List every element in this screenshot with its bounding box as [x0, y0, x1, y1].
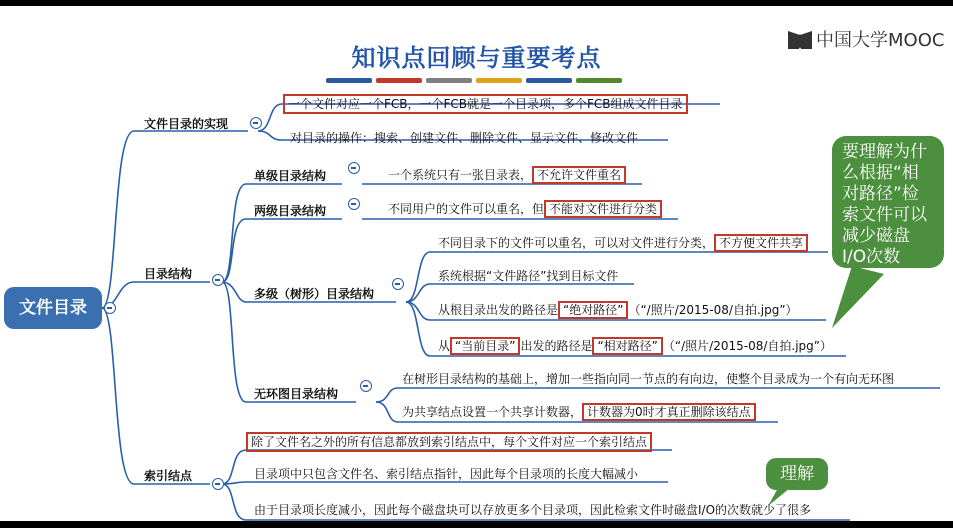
collapse-icon[interactable]	[212, 478, 224, 490]
title-bar-4	[476, 78, 522, 83]
book-icon	[788, 31, 812, 49]
multi-line-2: 系统根据“文件路径”找到目标文件	[438, 269, 619, 283]
current-dir-highlight: “当前目录”	[450, 337, 520, 355]
index-item-2: 目录项中只包含文件名、索引结点指针，因此每个目录项的长度大幅减小	[254, 467, 639, 481]
single-level-highlight: 不允许文件重名	[532, 166, 626, 184]
two-level-text: 不同用户的文件可以重名，但	[388, 202, 545, 216]
callout-line: 索文件可以	[842, 205, 927, 225]
impl-item-1: 一个文件对应一个FCB，一个FCB就是一个目录项，多个FCB组成文件目录	[283, 94, 688, 114]
multi-line-3	[438, 302, 798, 318]
relative-path-highlight: “相对路径”	[592, 337, 662, 355]
multi-line-4-mid: 出发的路径是	[520, 339, 593, 353]
multi-line-3-post: （“/照片/2015-08/自拍.jpg”）	[628, 303, 798, 317]
multi-line-3-pre: 从根目录出发的路径是	[438, 303, 559, 317]
title-bar-2	[376, 78, 422, 83]
multi-line-4-post: （“/照片/2015-08/自拍.jpg”）	[662, 339, 832, 353]
acyclic-label[interactable]: 无环图目录结构	[254, 387, 339, 401]
single-level-text: 一个系统只有一张目录表，	[388, 168, 533, 182]
multi-level-label[interactable]: 多级（树形）目录结构	[254, 287, 375, 301]
collapse-icon[interactable]	[250, 117, 262, 129]
multi-line-1	[438, 235, 808, 251]
acyclic-line-2-text: 为共享结点设置一个共享计数器，	[402, 405, 583, 419]
branch-index-label[interactable]: 索引结点	[144, 469, 193, 483]
callout-understand: 理解	[766, 458, 828, 490]
single-level-label[interactable]: 单级目录结构	[254, 169, 327, 183]
two-level-highlight: 不能对文件进行分类	[544, 200, 662, 218]
collapse-icon[interactable]	[348, 162, 360, 174]
callout-line: 对路径”检	[842, 184, 919, 204]
single-level-desc	[388, 167, 626, 183]
callout-line: I/O次数	[842, 247, 901, 267]
multi-line-1-text: 不同目录下的文件可以重名，可以对文件进行分类，	[438, 236, 715, 250]
callout-line: 么根据“相	[842, 163, 919, 183]
absolute-path-highlight: “绝对路径”	[558, 301, 628, 319]
callout-line: 要理解为什	[842, 142, 927, 162]
multi-line-4	[438, 338, 832, 354]
callout-line: 减少磁盘	[842, 226, 910, 246]
root-node[interactable]: 文件目录	[4, 287, 102, 329]
page-title: 知识点回顾与重要考点	[351, 44, 602, 72]
mooc-logo	[788, 26, 944, 52]
index-item-3: 由于目录项长度减小，因此每个磁盘块可以存放更多个目录项，因此检索文件时磁盘I/O的次数就少了很多	[254, 503, 812, 517]
title-bar-1	[326, 78, 372, 83]
two-level-desc	[388, 201, 662, 217]
title-bar-5	[526, 78, 572, 83]
multi-line-1-highlight: 不方便文件共享	[714, 234, 808, 252]
two-level-label[interactable]: 两级目录结构	[254, 204, 327, 218]
acyclic-line-1: 在树形目录结构的基础上，增加一些指向同一节点的有向边，使整个目录成为一个有向无环图	[402, 372, 895, 386]
acyclic-line-2	[402, 404, 756, 420]
acyclic-highlight: 计数器为0时才真正删除该结点	[582, 403, 756, 421]
title-bar-3	[426, 78, 472, 83]
callout-pointer	[832, 266, 884, 328]
index-item-1: 除了文件名之外的所有信息都放到索引结点中，每个文件对应一个索引结点	[246, 432, 652, 452]
collapse-icon[interactable]	[360, 380, 372, 392]
collapse-icon[interactable]	[104, 302, 116, 314]
multi-line-4-pre: 从	[438, 339, 451, 353]
impl-item-2: 对目录的操作：搜索、创建文件、删除文件、显示文件、修改文件	[290, 131, 639, 145]
title-bar-6	[576, 78, 622, 83]
branch-structure-label[interactable]: 目录结构	[144, 267, 193, 281]
collapse-icon[interactable]	[392, 278, 404, 290]
logo-text: 中国大学MOOC	[816, 30, 945, 51]
slide	[0, 6, 953, 521]
collapse-icon[interactable]	[348, 198, 360, 210]
callout-note	[832, 136, 944, 268]
branch-impl-label[interactable]: 文件目录的实现	[144, 117, 229, 131]
collapse-icon[interactable]	[212, 274, 224, 286]
